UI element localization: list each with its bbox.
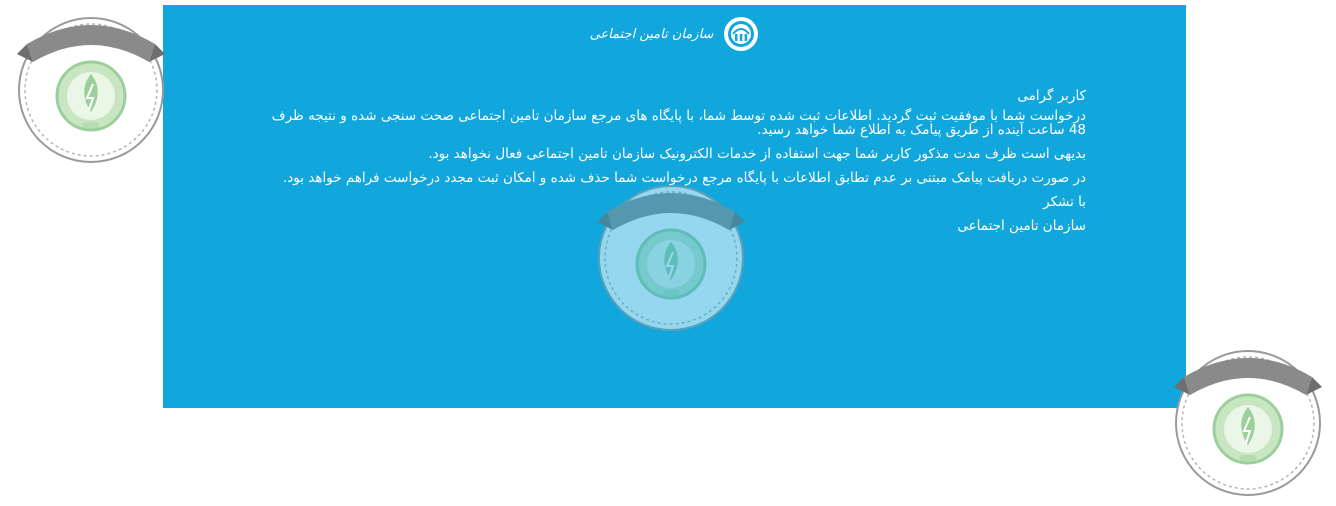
message-paragraph-3: در صورت دریافت پیامک مبتنی بر عدم تطابق اطلاعات با پایگاه مرجع درخواست شما حذف شده و امکان ثبت مجدد درخواست فراهم خواهد بود.	[282, 170, 1086, 186]
org-emblem-icon	[723, 16, 759, 52]
org-logo-text: سازمان تامین اجتماعی	[589, 26, 714, 42]
message-paragraph-1: درخواست شما با موفقیت ثبت گردید. اطلاعات ثبت شده توسط شما، با پایگاه های مرجع سازمان تامین اجتماعی صحت سنجی شده و نتیجه ظرف 48 ساعت آینده از طریق پیامک به اطلاع شما خواهد رسید.	[271, 108, 1086, 138]
watermark-logo-icon	[593, 172, 749, 334]
greeting-text: کاربر گرامی	[1017, 88, 1086, 104]
org-logo	[163, 16, 1186, 52]
watermark-logo-icon	[1170, 337, 1326, 499]
thanks-text: با تشکر	[1043, 194, 1086, 210]
watermark-logo-icon	[13, 4, 169, 166]
signature-text: سازمان تامین اجتماعی	[957, 218, 1086, 234]
message-paragraph-2: بدیهی است ظرف مدت مذکور کاربر شما جهت استفاده از خدمات الکترونیک سازمان تامین اجتماعی فعال نخواهد بود.	[428, 146, 1086, 162]
